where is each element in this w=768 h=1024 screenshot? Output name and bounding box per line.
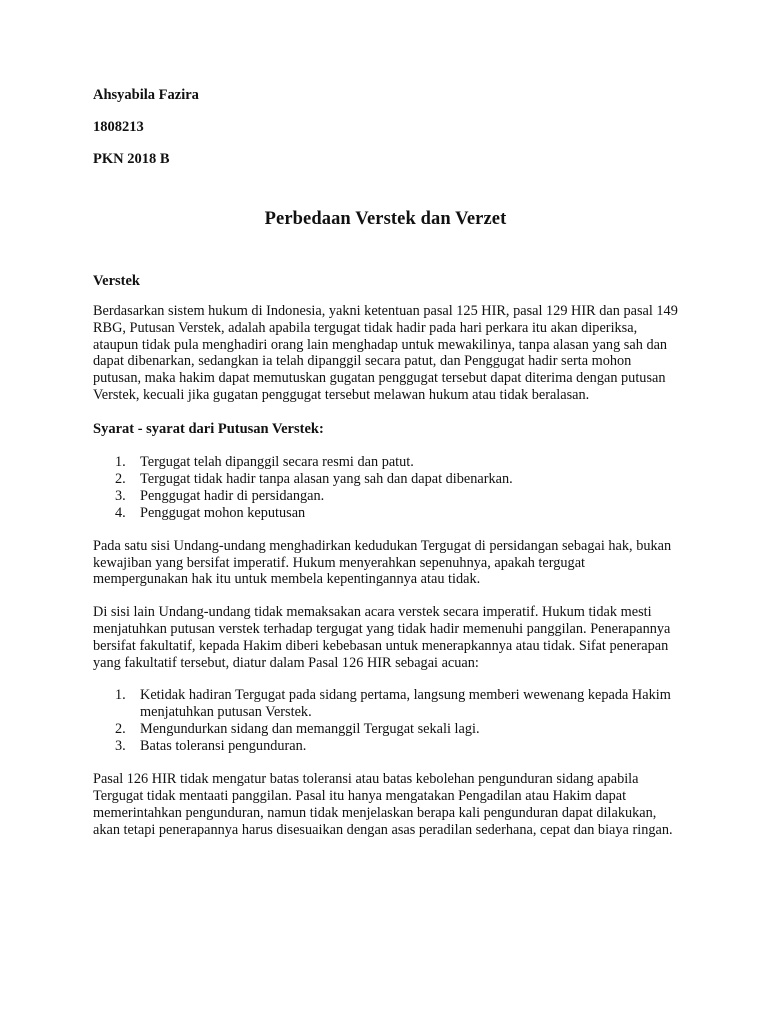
section-heading: Verstek <box>93 273 140 289</box>
requirements-list <box>93 454 678 522</box>
document-title: Perbedaan Verstek dan Verzet <box>264 209 507 229</box>
requirements-heading: Syarat - syarat dari Putusan Verstek: <box>93 420 324 437</box>
student-id: 1808213 <box>93 119 144 135</box>
class-label: PKN 2018 B <box>93 151 170 167</box>
list-item-number: 3. <box>115 487 126 504</box>
list-item <box>93 687 678 721</box>
list-item <box>93 488 678 505</box>
list-item-number: 2. <box>115 721 126 738</box>
intro-paragraph: Berdasarkan sistem hukum di Indonesia, yakni ketentuan pasal 125 HIR, pasal 129 HIR dan pasal 149 RBG, Putusan Verstek, adalah apabila tergugat tidak hadir pada hari perkara itu akan diperiksa, ataupun tidak pula menghadiri orang lain menghadap untuk mewakilinya, tanpa alasan yang sah dan dapat dibenarkan, sedangkan ia telah dipanggil secara patut, dan Penggugat hadir serta mohon putusan, maka hakim dapat memutuskan gugatan penggugat tersebut dapat diterima dengan putusan Verstek, kecuali jika gugatan penggugat tersebut melawan hukum atau tidak beralasan. <box>93 303 678 403</box>
guidelines-list <box>93 687 678 755</box>
body-paragraph: Pasal 126 HIR tidak mengatur batas toleransi atau batas kebolehan pengunduran sidang apabila Tergugat tidak mentaati panggilan. Pasal itu hanya mengatakan Pengadilan atau Hakim dapat memerintahkan pengunduran, namun tidak menjelaskan berapa kali pengunduran dapat dilakukan, akan tetapi penerapannya harus disesuaikan dengan asas peradilan sederhana, cepat dan biaya ringan. <box>93 771 673 838</box>
list-item-text: Ketidak hadiran Tergugat pada sidang pertama, langsung memberi wewenang kepada Hakim menjatuhkan putusan Verstek. <box>140 687 671 721</box>
list-item-number: 1. <box>115 687 126 704</box>
list-item-text: Tergugat telah dipanggil secara resmi dan patut. <box>140 453 414 470</box>
list-item-number: 3. <box>115 738 126 755</box>
list-item-number: 2. <box>115 470 126 487</box>
list-item-text: Penggugat hadir di persidangan. <box>140 487 325 504</box>
list-item-text: Penggugat mohon keputusan <box>140 504 306 521</box>
list-item <box>93 454 678 471</box>
list-item-text: Mengundurkan sidang dan memanggil Tergugat sekali lagi. <box>140 721 480 738</box>
list-item-text: Tergugat tidak hadir tanpa alasan yang sah dan dapat dibenarkan. <box>140 470 513 487</box>
author-name: Ahsyabila Fazira <box>93 87 199 103</box>
list-item-text: Batas toleransi pengunduran. <box>140 738 307 755</box>
document-body <box>93 86 678 839</box>
list-item <box>93 471 678 488</box>
list-item <box>93 505 678 522</box>
list-item <box>93 721 678 738</box>
list-item <box>93 738 678 755</box>
body-paragraph: Pada satu sisi Undang-undang menghadirkan kedudukan Tergugat di persidangan sebagai hak, bukan kewajiban yang bersifat imperatif. Hukum menyerahkan sepenuhnya, apakah tergugat mempergunakan hak itu untuk membela kepentingannya atau tidak. <box>93 537 672 588</box>
list-item-number: 1. <box>115 453 126 470</box>
list-item-number: 4. <box>115 504 126 521</box>
body-paragraph: Di sisi lain Undang-undang tidak memaksakan acara verstek secara imperatif. Hukum tidak mesti menjatuhkan putusan verstek terhadap tergugat yang tidak hadir memenuhi panggilan. Penerapannya bersifat fakultatif, kepada Hakim diberi kebebasan untuk menerapkannya atau tidak. Sifat penerapan yang fakultatif tersebut, diatur dalam Pasal 126 HIR sebagai acuan: <box>93 604 671 671</box>
